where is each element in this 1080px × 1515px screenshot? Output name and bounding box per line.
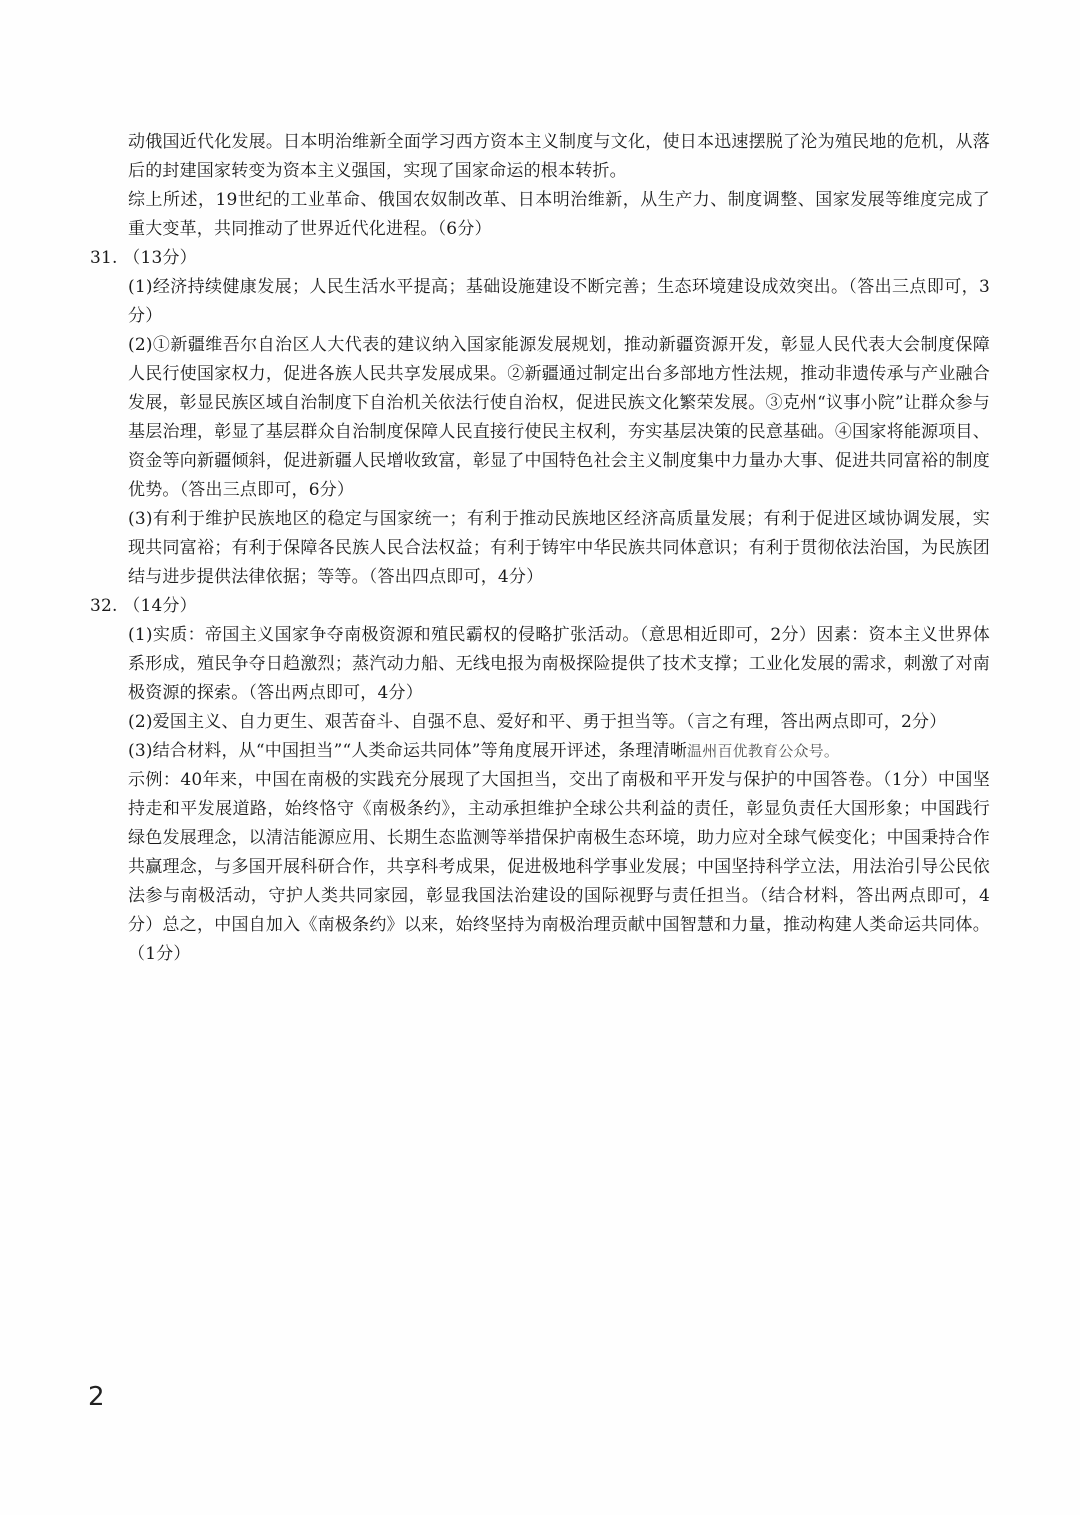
question-32-answer-3-text: (3)结合材料，从“中国担当”“人类命运共同体”等角度展开评述，条理清晰 (128, 741, 688, 761)
intro-paragraph-1: 动俄国近代化发展。日本明治维新全面学习西方资本主义制度与文化，使日本迅速摆脱了沦为殖民地的危机，从落后的封建国家转变为资本主义强国，实现了国家命运的根本转折。 (128, 132, 990, 181)
question-31-header: 31. （13分） (90, 248, 197, 268)
question-32-answer-1: (1)实质：帝国主义国家争夺南极资源和殖民霸权的侵略扩张活动。（意思相近即可，2分）因素：资本主义世界体系形成，殖民争夺日趋激烈；蒸汽动力船、无线电报为南极探险提供了技术支撑；工业化发展的需求，刺激了对南极资源的探索。（答出两点即可，4分） (128, 625, 990, 703)
question-32-answer-2: (2)爱国主义、自力更生、艰苦奋斗、自强不息、爱好和平、勇于担当等。（言之有理，答出两点即可，2分） (128, 712, 947, 732)
question-32-answer-3 (90, 737, 990, 766)
answer-content (90, 128, 990, 969)
question-31-answer-1: (1)经济持续健康发展；人民生活水平提高；基础设施建设不断完善；生态环境建设成效突出。（答出三点即可，3分） (128, 277, 990, 326)
question-31-answer-3: (3)有利于维护民族地区的稳定与国家统一；有利于推动民族地区经济高质量发展；有利于促进区域协调发展，实现共同富裕；有利于保障各民族人民合法权益；有利于铸牢中华民族共同体意识；有利于贯彻依法治国，为民族团结与进步提供法律依据；等等。（答出四点即可，4分） (128, 509, 990, 587)
question-32-header: 32. （14分） (90, 596, 197, 616)
watermark-text: 温州百优教育公众号。 (687, 742, 840, 760)
question-32-example: 示例：40年来，中国在南极的实践充分展现了大国担当，交出了南极和平开发与保护的中国答卷。（1分）中国坚持走和平发展道路，始终恪守《南极条约》，主动承担维护全球公共利益的责任，彰显负责任大国形象；中国践行绿色发展理念，以清洁能源应用、长期生态监测等举措保护南极生态环境，助力应对全球气候变化；中国秉持合作共赢理念，与多国开展科研合作，共享科考成果，促进极地科学事业发展；中国坚持科学立法，用法治引导公民依法参与南极活动，守护人类共同家园，彰显我国法治建设的国际视野与责任担当。（结合材料，答出两点即可，4分）总之，中国自加入《南极条约》以来，始终坚持为南极治理贡献中国智慧和力量，推动构建人类命运共同体。（1分） (128, 770, 990, 964)
intro-paragraph-2: 综上所述，19世纪的工业革命、俄国农奴制改革、日本明治维新，从生产力、制度调整、国家发展等维度完成了重大变革，共同推动了世界近代化进程。（6分） (128, 190, 990, 239)
question-31-answer-2: (2)①新疆维吾尔自治区人大代表的建议纳入国家能源发展规划，推动新疆资源开发，彰显人民代表大会制度保障人民行使国家权力，促进各族人民共享发展成果。②新疆通过制定出台多部地方性法规，推动非遗传承与产业融合发展，彰显民族区域自治制度下自治机关依法行使自治权，促进民族文化繁荣发展。③克州“议事小院”让群众参与基层治理，彰显了基层群众自治制度保障人民直接行使民主权利，夯实基层决策的民意基础。④国家将能源项目、资金等向新疆倾斜，促进新疆人民增收致富，彰显了中国特色社会主义制度集中力量办大事、促进共同富裕的制度优势。（答出三点即可，6分） (128, 335, 990, 500)
page-number: 2 (88, 1382, 105, 1412)
